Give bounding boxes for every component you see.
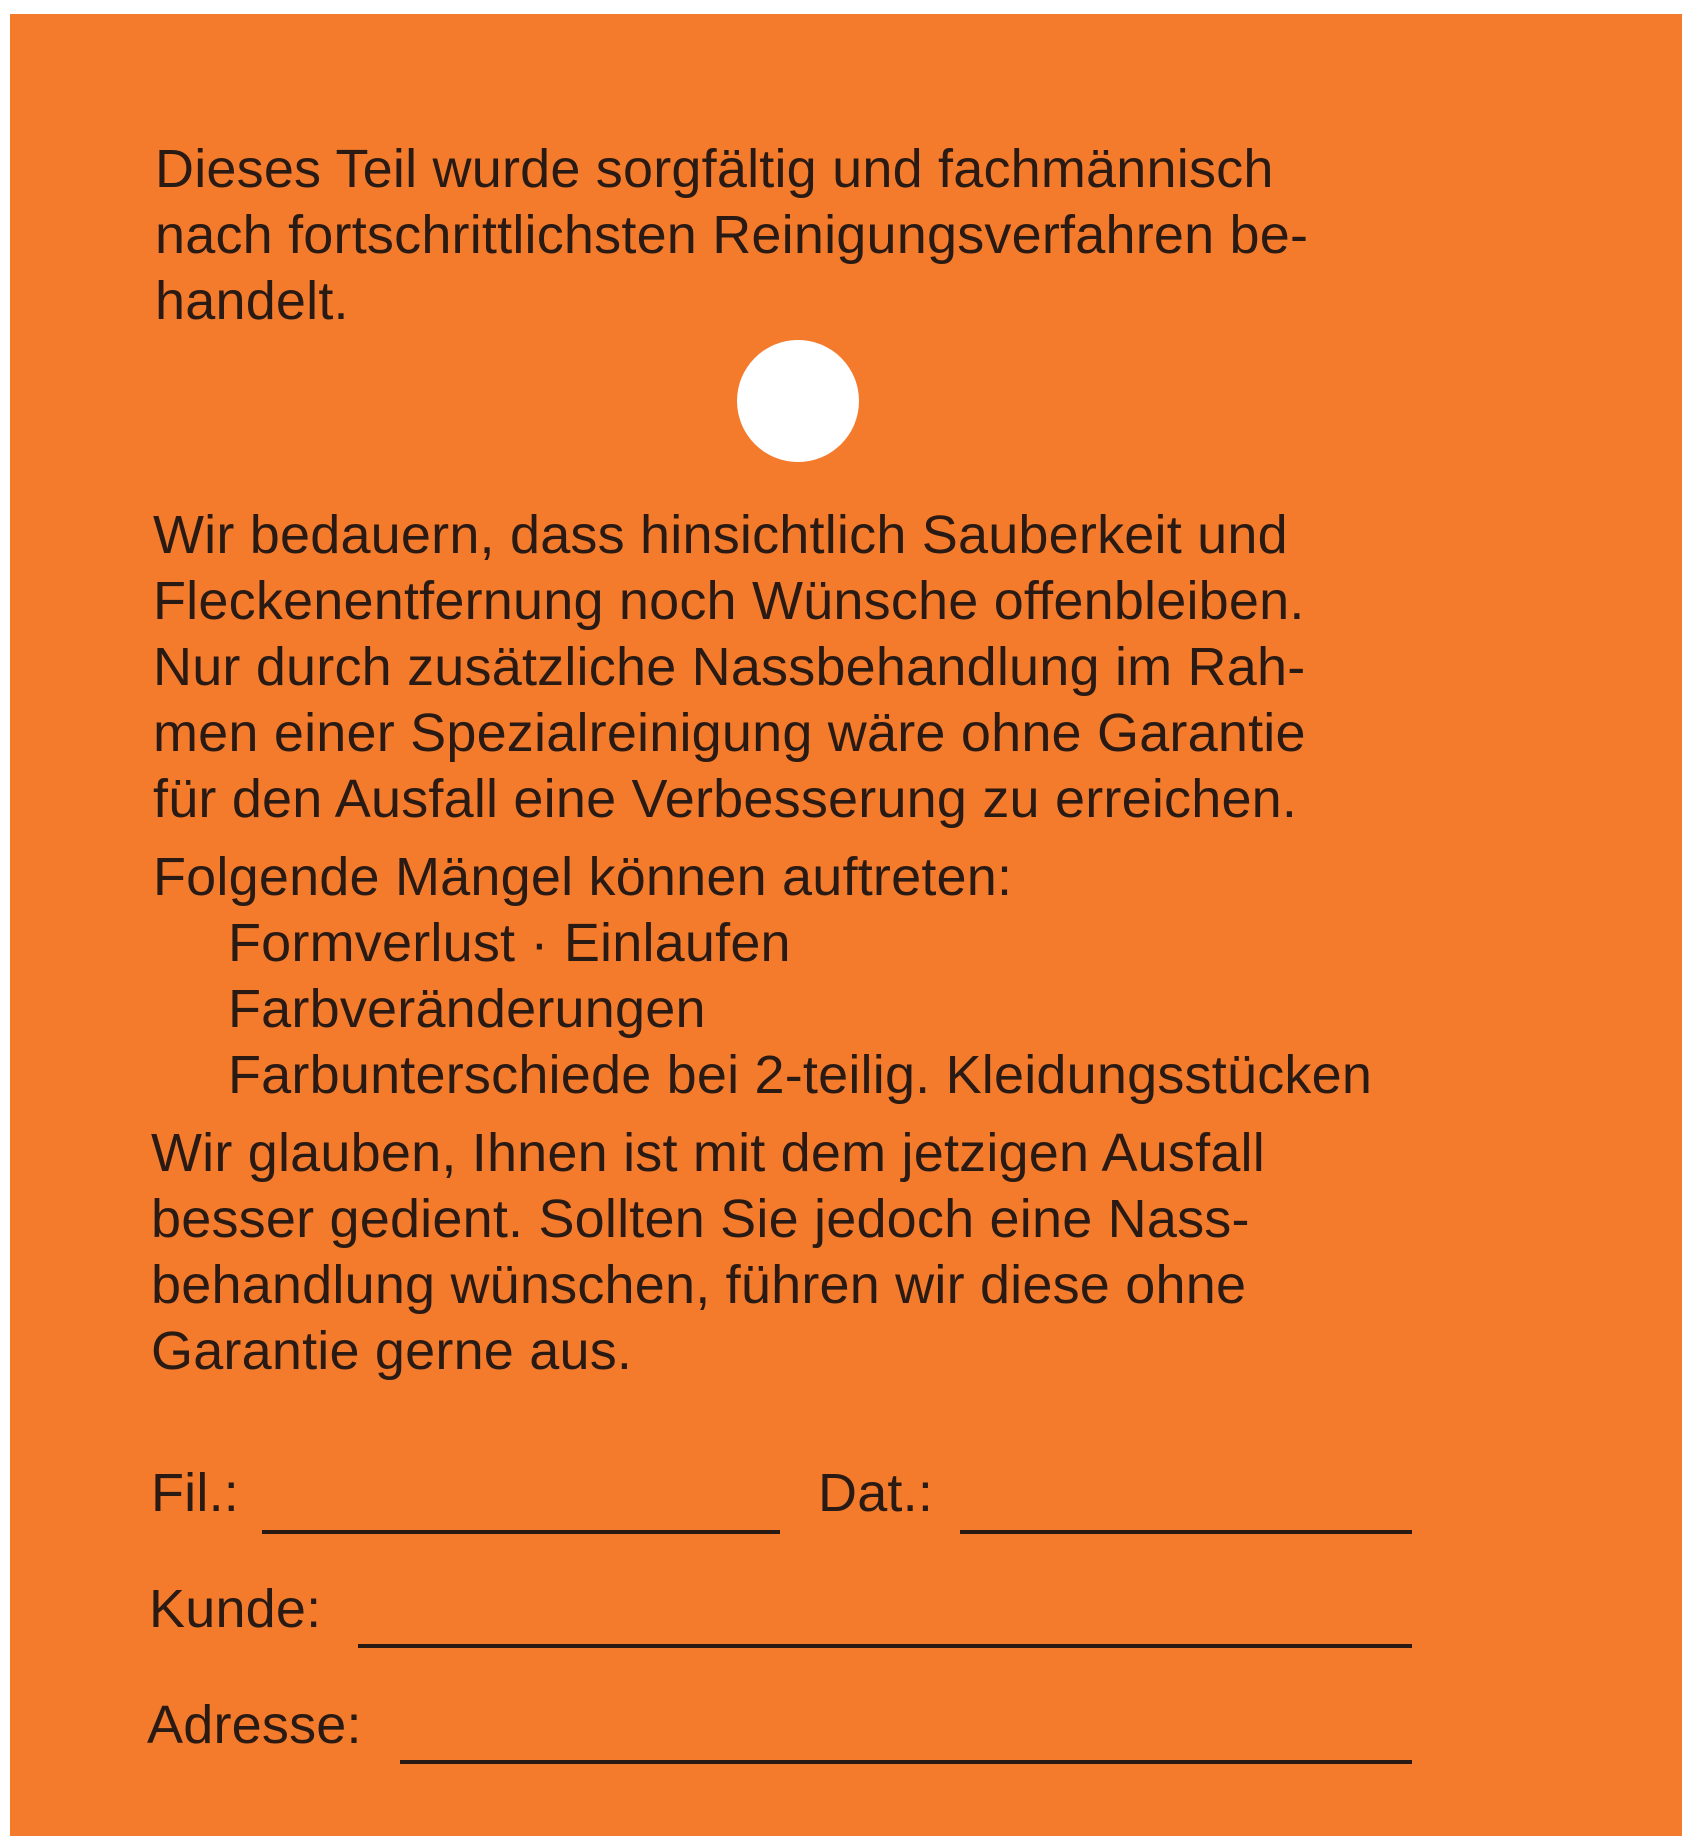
date-field-line[interactable]	[960, 1530, 1412, 1534]
customer-label: Kunde:	[149, 1579, 322, 1639]
defect-item-2: Farbveränderungen	[228, 979, 706, 1039]
address-label: Adresse:	[147, 1695, 362, 1755]
intro-line-3: handelt.	[155, 271, 349, 331]
branch-label: Fil.:	[151, 1463, 239, 1523]
notice-line-3: Nur durch zusätzliche Nassbehandlung im Rah-	[153, 637, 1306, 697]
customer-field-line[interactable]	[358, 1644, 1412, 1648]
defect-item-1: Formverlust · Einlaufen	[228, 913, 791, 973]
closing-line-2: besser gedient. Sollten Sie jedoch eine Nass-	[151, 1189, 1250, 1249]
cleaning-tag-card	[10, 14, 1682, 1836]
date-label: Dat.:	[818, 1463, 934, 1523]
address-field-line[interactable]	[400, 1760, 1412, 1764]
punch-hole	[737, 340, 859, 462]
notice-line-1: Wir bedauern, dass hinsichtlich Sauberkeit und	[153, 505, 1288, 565]
closing-line-4: Garantie gerne aus.	[151, 1321, 633, 1381]
closing-line-3: behandlung wünschen, führen wir diese ohne	[151, 1255, 1247, 1315]
closing-line-1: Wir glauben, Ihnen ist mit dem jetzigen Ausfall	[151, 1123, 1265, 1183]
notice-line-5: für den Ausfall eine Verbesserung zu erreichen.	[153, 769, 1298, 829]
notice-line-2: Fleckenentfernung noch Wünsche offenbleiben.	[153, 571, 1305, 631]
defects-heading: Folgende Mängel können auftreten:	[153, 847, 1013, 907]
notice-line-4: men einer Spezialreinigung wäre ohne Garantie	[153, 703, 1306, 763]
defect-item-3: Farbunterschiede bei 2-teilig. Kleidungsstücken	[228, 1045, 1373, 1105]
intro-line-2: nach fortschrittlichsten Reinigungsverfahren be-	[155, 205, 1309, 265]
branch-field-line[interactable]	[262, 1530, 780, 1534]
intro-line-1: Dieses Teil wurde sorgfältig und fachmännisch	[155, 139, 1274, 199]
